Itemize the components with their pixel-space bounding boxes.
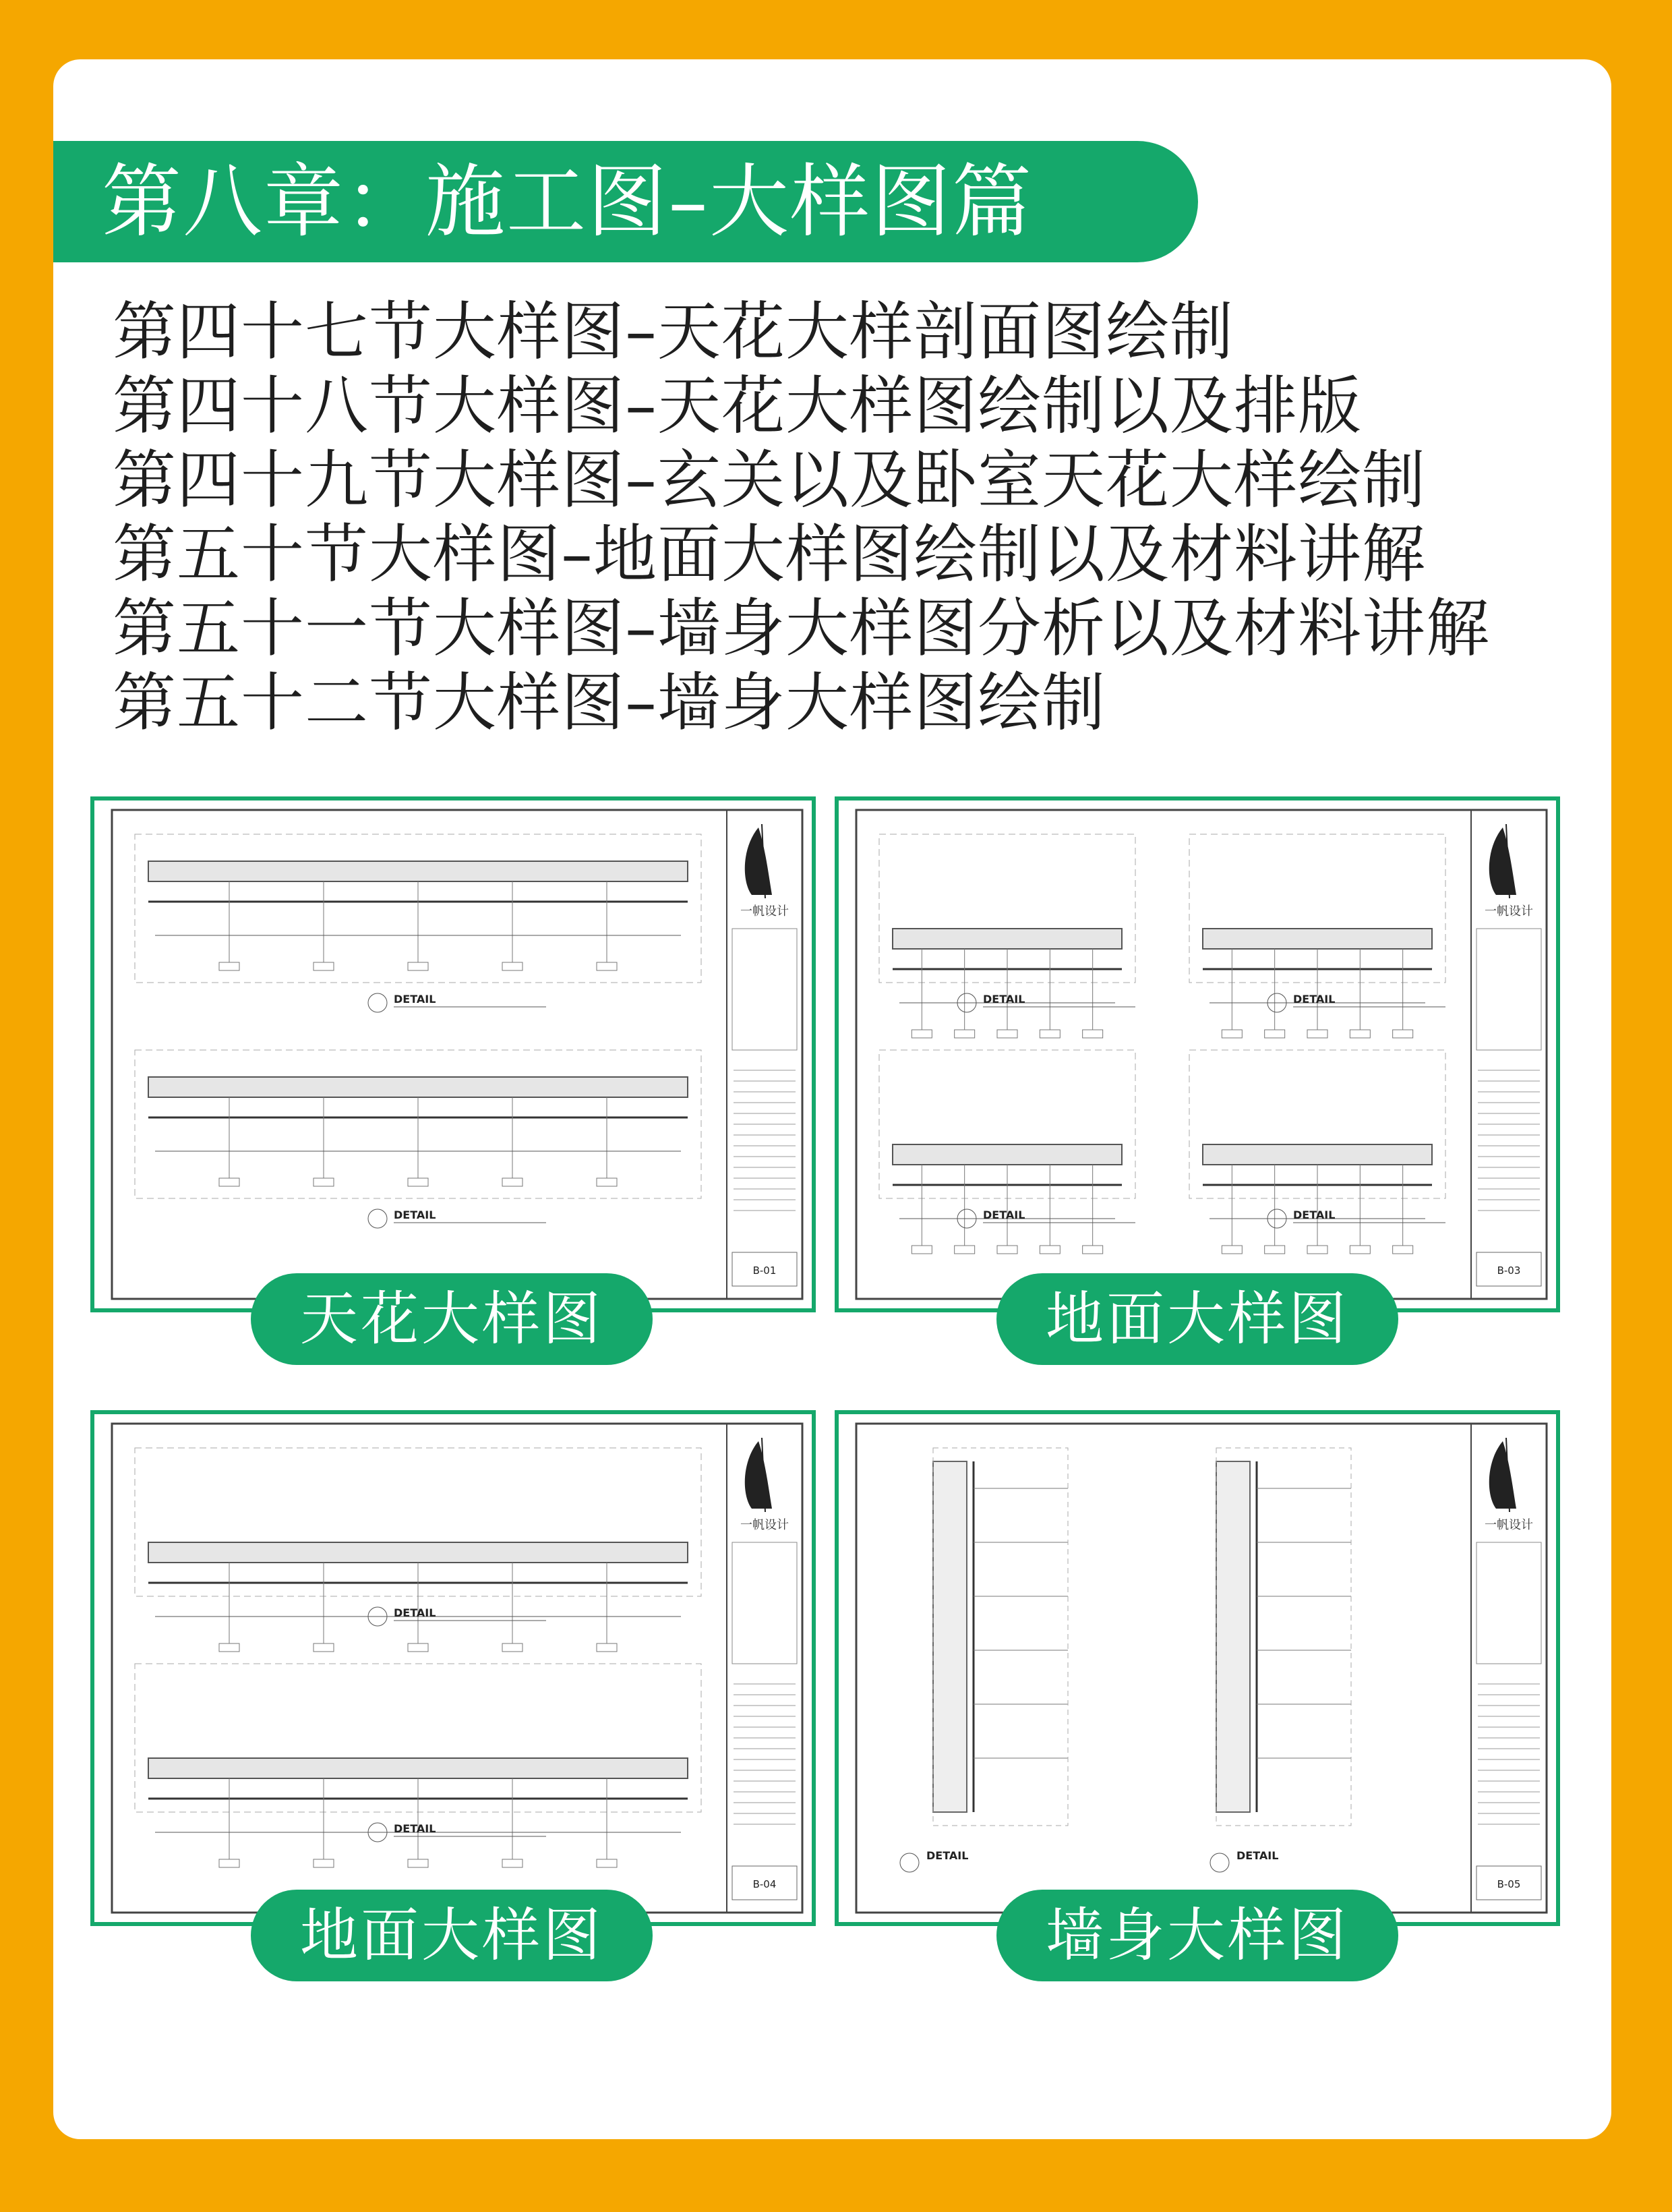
- section-item: 第五十一节大样图–墙身大样图分析以及材料讲解: [113, 592, 1491, 666]
- annotation-tag: [502, 1178, 522, 1186]
- drawing-panel-floor-2: [90, 1410, 816, 1926]
- panel-label: 天花大样图: [251, 1273, 653, 1365]
- sheet-border: [856, 810, 1547, 1299]
- title-block-box: [732, 929, 797, 1050]
- slab-section: [148, 861, 688, 881]
- section-item: 第四十八节大样图–天花大样图绘制以及排版: [113, 370, 1363, 443]
- annotation-tag: [1083, 1030, 1103, 1038]
- annotation-tag: [408, 1643, 428, 1652]
- annotation-tag: [1040, 1030, 1060, 1038]
- detail-label: DETAIL: [926, 1849, 969, 1862]
- slab-section: [148, 1077, 688, 1097]
- slab-section: [148, 1542, 688, 1563]
- annotation-tag: [314, 1859, 334, 1867]
- section-list: [113, 295, 1490, 740]
- panel-label: 地面大样图: [996, 1273, 1398, 1365]
- sheet-border: [112, 1424, 802, 1913]
- detail-label: DETAIL: [394, 1606, 436, 1619]
- annotation-tag: [1083, 1246, 1103, 1254]
- detail-marker: [900, 1853, 919, 1872]
- sail-logo-icon: [745, 1441, 772, 1509]
- detail-label: DETAIL: [394, 1209, 436, 1221]
- annotation-tag: [1040, 1246, 1060, 1254]
- title-block-box: [1476, 1542, 1541, 1664]
- slab-section: [1203, 929, 1432, 949]
- annotation-tag: [997, 1246, 1017, 1254]
- annotation-tag: [314, 962, 334, 970]
- annotation-tag: [955, 1246, 975, 1254]
- annotation-tag: [997, 1030, 1017, 1038]
- detail-label: DETAIL: [394, 1822, 436, 1835]
- annotation-tag: [502, 1643, 522, 1652]
- brand-name: 一帆设计: [740, 904, 789, 919]
- slab-section: [1203, 1144, 1432, 1165]
- annotation-tag: [1265, 1030, 1285, 1038]
- annotation-tag: [1350, 1246, 1370, 1254]
- annotation-tag: [912, 1246, 932, 1254]
- annotation-tag: [597, 1178, 617, 1186]
- annotation-tag: [597, 1643, 617, 1652]
- annotation-tag: [1265, 1246, 1285, 1254]
- annotation-tag: [1222, 1246, 1242, 1254]
- sail-logo-icon: [745, 827, 772, 895]
- annotation-tag: [408, 1859, 428, 1867]
- detail-label: DETAIL: [983, 993, 1025, 1006]
- annotation-tag: [955, 1030, 975, 1038]
- detail-marker: [1210, 1853, 1229, 1872]
- annotation-tag: [912, 1030, 932, 1038]
- annotation-tag: [219, 1859, 239, 1867]
- chapter-title-banner: 第八章：施工图–大样图篇: [53, 141, 1198, 262]
- annotation-tag: [408, 1178, 428, 1186]
- panel-label: 地面大样图: [251, 1890, 653, 1981]
- drawing-panel-ceiling: [90, 796, 816, 1312]
- section-item: 第五十节大样图–地面大样图绘制以及材料讲解: [113, 518, 1427, 591]
- sheet-number: B-05: [1497, 1878, 1521, 1890]
- panel-label: 墙身大样图: [996, 1890, 1398, 1981]
- annotation-tag: [502, 1859, 522, 1867]
- slab-section: [148, 1758, 688, 1778]
- sheet-number: B-03: [1497, 1264, 1521, 1277]
- annotation-tag: [219, 1643, 239, 1652]
- sail-logo-icon: [1489, 1441, 1516, 1509]
- wall-section: [1216, 1461, 1250, 1812]
- annotation-tag: [1393, 1246, 1413, 1254]
- sail-logo-icon: [1489, 827, 1516, 895]
- annotation-tag: [597, 1859, 617, 1867]
- annotation-tag: [597, 962, 617, 970]
- drawing-panel-wall: [835, 1410, 1560, 1926]
- annotation-tag: [408, 962, 428, 970]
- detail-label: DETAIL: [1293, 1209, 1336, 1221]
- brand-name: 一帆设计: [1485, 904, 1533, 919]
- title-block-box: [732, 1542, 797, 1664]
- annotation-tag: [1307, 1246, 1327, 1254]
- detail-marker: [368, 993, 387, 1012]
- cad-drawing: [839, 801, 1556, 1308]
- slab-section: [893, 929, 1122, 949]
- annotation-tag: [1350, 1030, 1370, 1038]
- cad-drawing: [839, 1414, 1556, 1922]
- annotation-tag: [1307, 1030, 1327, 1038]
- detail-marker: [368, 1209, 387, 1228]
- section-item: 第五十二节大样图–墙身大样图绘制: [113, 666, 1106, 740]
- detail-label: DETAIL: [394, 993, 436, 1006]
- slab-section: [893, 1144, 1122, 1165]
- cad-drawing: [94, 801, 812, 1308]
- brand-name: 一帆设计: [1485, 1518, 1533, 1532]
- title-block-box: [1476, 929, 1541, 1050]
- drawing-panel-floor: [835, 796, 1560, 1312]
- annotation-tag: [314, 1643, 334, 1652]
- sheet-number: B-04: [752, 1878, 777, 1890]
- detail-label: DETAIL: [1293, 993, 1336, 1006]
- sheet-border: [112, 810, 802, 1299]
- wall-section: [933, 1461, 967, 1812]
- annotation-tag: [314, 1178, 334, 1186]
- brand-name: 一帆设计: [740, 1518, 789, 1532]
- detail-label: DETAIL: [983, 1209, 1025, 1221]
- annotation-tag: [502, 962, 522, 970]
- cad-drawing: [94, 1414, 812, 1922]
- annotation-tag: [1222, 1030, 1242, 1038]
- annotation-tag: [219, 962, 239, 970]
- detail-label: DETAIL: [1236, 1849, 1279, 1862]
- section-item: 第四十九节大样图–玄关以及卧室天花大样绘制: [113, 444, 1427, 517]
- annotation-tag: [219, 1178, 239, 1186]
- sheet-number: B-01: [752, 1264, 777, 1277]
- annotation-tag: [1393, 1030, 1413, 1038]
- section-item: 第四十七节大样图–天花大样剖面图绘制: [113, 295, 1234, 369]
